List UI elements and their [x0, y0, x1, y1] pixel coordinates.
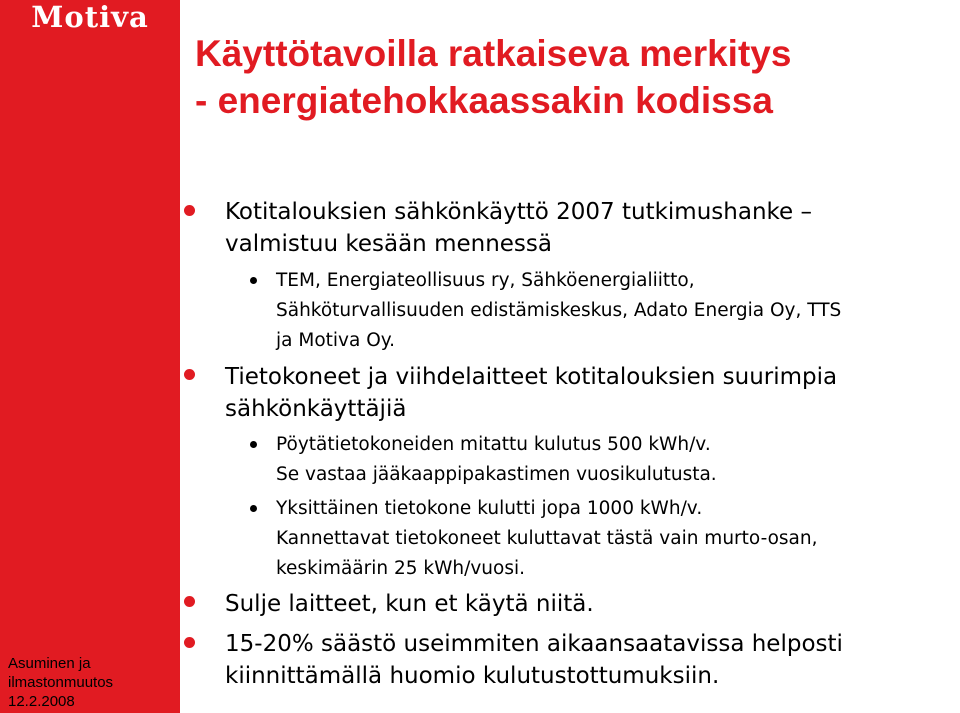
bullet-3-line-1: Sulje laitteet, kun et käytä niitä. — [225, 591, 594, 617]
motiva-logo — [0, 0, 180, 34]
footer-line-1: Asuminen ja — [8, 655, 91, 672]
bullet-dot — [184, 205, 195, 216]
slide-title — [195, 30, 955, 124]
sub-bullet-2-2-line-1: Yksittäinen tietokone kulutti jopa 1000 kWh/v. — [276, 498, 703, 519]
sub-bullet-2-1-line-2: Se vastaa jääkaappipakastimen vuosikulutusta. — [276, 464, 717, 485]
title-line-1: Käyttötavoilla ratkaiseva merkitys — [195, 33, 792, 74]
sub-bullet-1-1-line-2: Sähköturvallisuuden edistämiskeskus, Adato Energia Oy, TTS — [276, 300, 842, 321]
bullet-4-line-1: 15-20% säästö useimmiten aikaansaatavissa helposti — [225, 631, 843, 657]
sub-bullet-2-1-line-1: Pöytätietokoneiden mitattu kulutus 500 kWh/v. — [276, 434, 711, 455]
bullet-2-line-2: sähkönkäyttäjiä — [225, 396, 407, 422]
sub-bullet-dot — [250, 277, 257, 284]
bullet-dot — [184, 596, 195, 607]
bullet-1-line-2: valmistuu kesään mennessä — [225, 231, 552, 257]
bullet-1-line-1: Kotitalouksien sähkönkäyttö 2007 tutkimushanke – — [225, 199, 812, 225]
logo-text: Motiva — [31, 0, 149, 34]
sub-bullet-dot — [250, 441, 257, 448]
bullet-dot — [184, 369, 195, 380]
slide-footer — [8, 654, 113, 711]
title-line-2: - energiatehokkaassakin kodissa — [195, 80, 773, 121]
sidebar — [0, 0, 180, 713]
sub-bullet-1-1-line-1: TEM, Energiateollisuus ry, Sähköenergialiitto, — [276, 270, 695, 291]
bullet-4-line-2: kiinnittämällä huomio kulutustottumuksiin. — [225, 663, 720, 689]
sub-bullet-dot — [250, 505, 257, 512]
sub-bullet-1-1-line-3: ja Motiva Oy. — [276, 330, 395, 351]
bullet-2-line-1: Tietokoneet ja viihdelaitteet kotitalouksien suurimpia — [225, 364, 838, 390]
footer-date: 12.2.2008 — [8, 693, 75, 710]
sub-bullet-2-2-line-2: Kannettavat tietokoneet kuluttavat tästä vain murto-osan, — [276, 528, 818, 549]
footer-line-2: ilmastonmuutos — [8, 674, 114, 691]
sub-bullet-2-2-line-3: keskimäärin 25 kWh/vuosi. — [276, 558, 526, 579]
bullet-dot — [184, 637, 195, 648]
